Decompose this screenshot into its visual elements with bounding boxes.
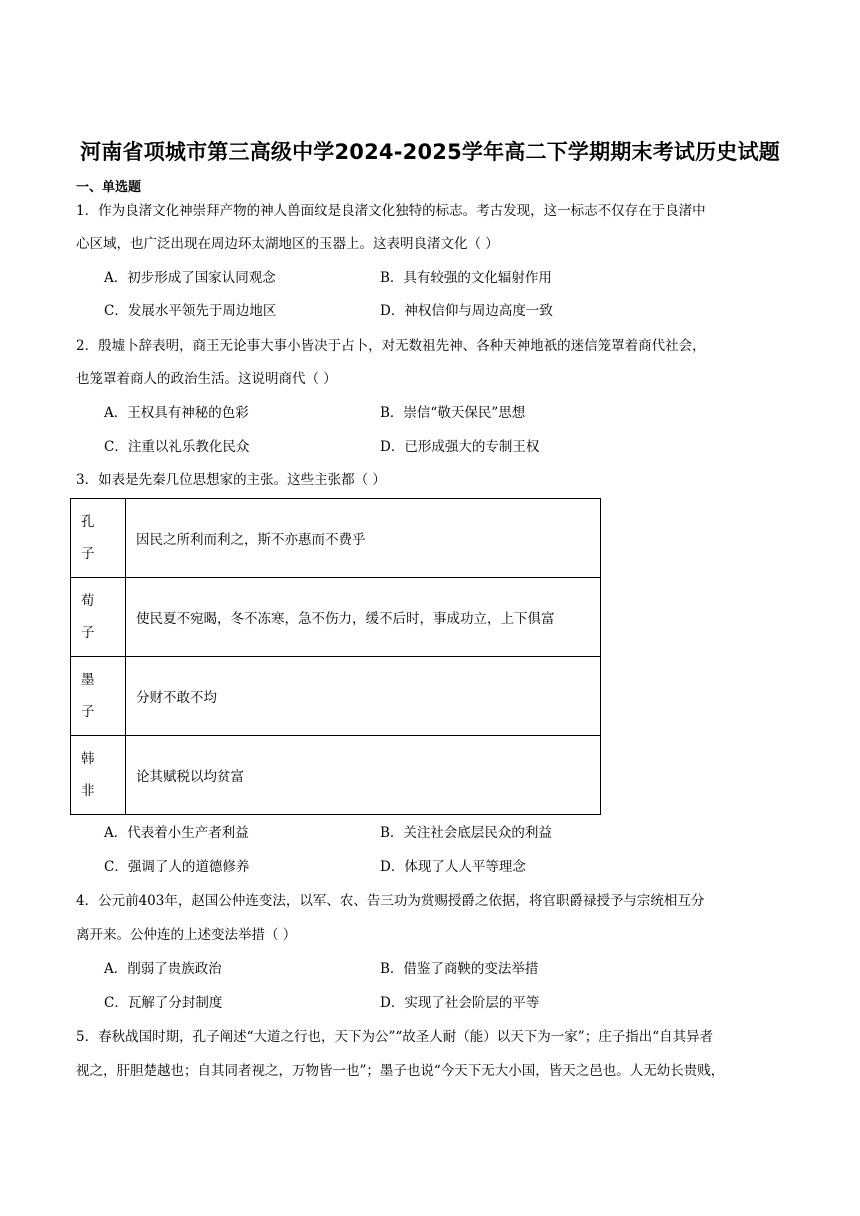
q2-option-d: D．已形成强大的专制王权: [380, 439, 540, 455]
thinker-name: [71, 578, 126, 657]
thinker-name: [71, 657, 126, 736]
q4-stem-line2: 离开来。公仲连的上述变法举措（ ）: [76, 927, 297, 943]
table-row: [71, 657, 601, 736]
q1-stem-line2: 心区域，也广泛出现在周边环太湖地区的玉器上。这表明良渚文化（ ）: [76, 236, 499, 252]
thinker-name: [71, 736, 126, 815]
q4-option-d: D．实现了社会阶层的平等: [380, 995, 540, 1011]
thinker-view: 论其赋税以均贫富: [126, 736, 601, 815]
q2-option-b: B．崇信“敬天保民”思想: [380, 405, 526, 421]
thinker-view: 因民之所利而利之，斯不亦惠而不费乎: [126, 499, 601, 578]
q2-stem-line2: 也笼罩着商人的政治生活。这说明商代（ ）: [76, 371, 337, 387]
thinker-name-char: 子: [81, 625, 95, 641]
table-row: [71, 499, 601, 578]
q3-option-c: C．强调了人的道德修养: [104, 859, 250, 875]
q4-option-b: B．借鉴了商鞅的变法举措: [380, 961, 539, 977]
table-row: [71, 578, 601, 657]
q3-option-a: A．代表着小生产者利益: [104, 825, 249, 841]
q1-stem-line1: 1．作为良渚文化神崇拜产物的神人兽面纹是良渚文化独特的标志。考古发现，这一标志不仅存在于良渚中: [76, 203, 706, 219]
q5-stem-line1: 5．春秋战国时期，孔子阐述“大道之行也，天下为公”“故圣人耐（能）以天下为一家”；庄子指出“自其异者: [76, 1029, 714, 1045]
q5-stem-line2: 视之，肝胆楚越也；自其同者视之，万物皆一也”；墨子也说“今天下无大小国，皆天之邑也。人无幼长贵贱，: [76, 1063, 725, 1079]
thinker-name-char: 非: [81, 783, 95, 799]
thinker-name-char: 子: [81, 546, 95, 562]
page-title: 河南省项城市第三高级中学2024-2025学年高二下学期期末考试历史试题: [80, 140, 780, 164]
thinker-view: 使民夏不宛暍，冬不冻寒，急不伤力，缓不后时，事成功立，上下俱富: [126, 578, 601, 657]
q1-option-d: D．神权信仰与周边高度一致: [380, 303, 553, 319]
thinker-name-char: 韩: [81, 751, 95, 767]
table-row: [71, 736, 601, 815]
q4-option-c: C．瓦解了分封制度: [104, 995, 223, 1011]
thinker-name: [71, 499, 126, 578]
thinkers-table: [70, 498, 601, 815]
q4-stem-line1: 4．公元前403年，赵国公仲连变法，以军、农、告三功为赏赐授爵之依据，将官职爵禄授予与宗统相互分: [76, 893, 705, 909]
thinker-view: 分财不敢不均: [126, 657, 601, 736]
q2-stem-line1: 2．殷墟卜辞表明，商王无论事大事小皆决于占卜，对无数祖先神、各种天神地祇的迷信笼罩着商代社会，: [76, 338, 706, 354]
q1-option-b: B．具有较强的文化辐射作用: [380, 270, 552, 286]
q2-option-a: A．王权具有神秘的色彩: [104, 405, 249, 421]
q4-option-a: A．削弱了贵族政治: [104, 961, 222, 977]
q3-option-b: B．关注社会底层民众的利益: [380, 825, 552, 841]
section-heading: 一、单选题: [76, 180, 142, 195]
q1-option-a: A．初步形成了国家认同观念: [104, 270, 276, 286]
q1-option-c: C．发展水平领先于周边地区: [104, 303, 277, 319]
q3-option-d: D．体现了人人平等理念: [380, 859, 526, 875]
thinker-name-char: 孔: [81, 514, 95, 530]
thinker-name-char: 墨: [81, 672, 95, 688]
q2-option-c: C．注重以礼乐教化民众: [104, 439, 250, 455]
thinker-name-char: 荀: [81, 593, 95, 609]
q3-stem-line1: 3．如表是先秦几位思想家的主张。这些主张都（ ）: [76, 472, 386, 488]
thinker-name-char: 子: [81, 704, 95, 720]
